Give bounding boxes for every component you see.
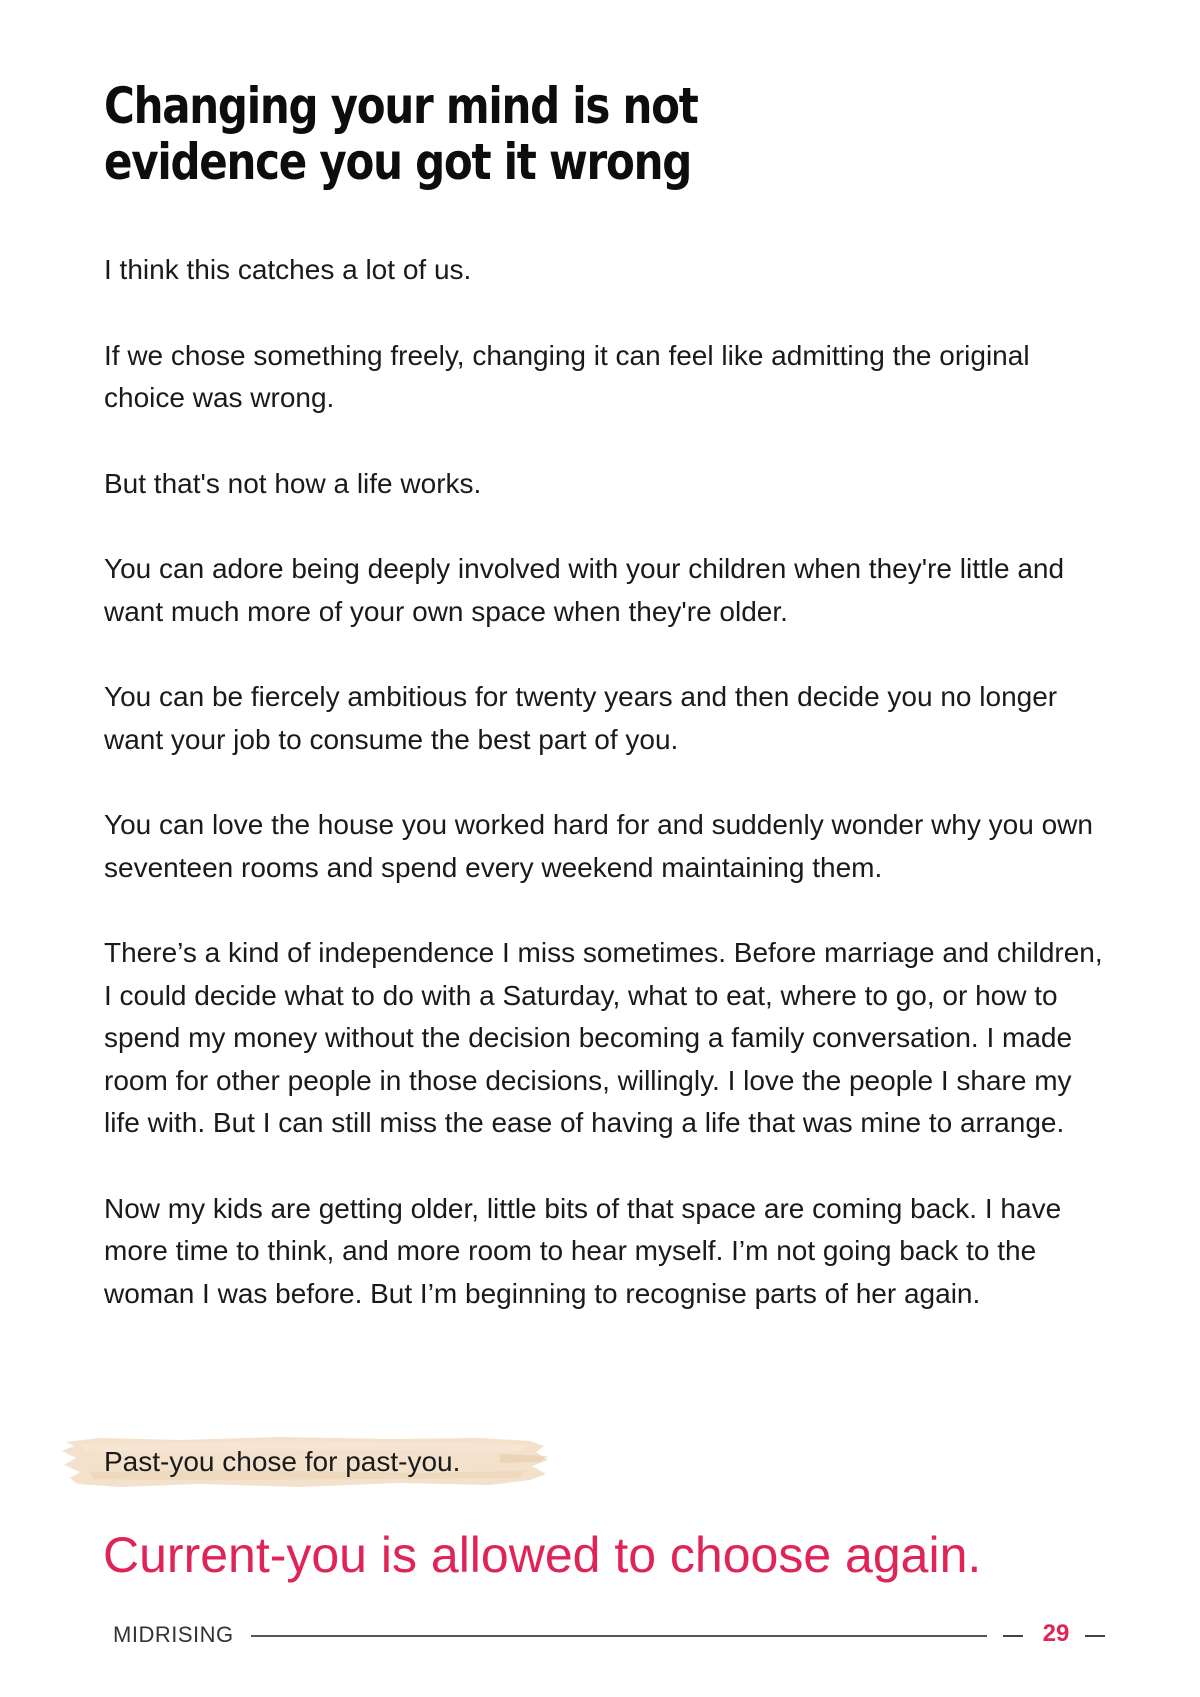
paragraph: But that's not how a life works. — [104, 467, 482, 499]
callout-text: Current-you is allowed to choose again. — [103, 1527, 982, 1583]
page-footer — [113, 1618, 1103, 1652]
body-text — [104, 249, 1114, 1358]
footer-divider — [251, 1635, 987, 1637]
paragraph: You can be fiercely ambitious for twenty years and then decide you no longer want your job to consume the best part of you. — [104, 681, 1058, 755]
paragraph: Now my kids are getting older, little bits of that space are coming back. I have more time to think, and more room to hear myself. I’m not going back to the woman I was before. But I’m beginning to recognise parts of her again. — [104, 1192, 1062, 1309]
paragraph: I think this catches a lot of us. — [104, 254, 472, 285]
highlight-text: Past-you chose for past-you. — [104, 1446, 461, 1477]
footer-dash-left — [1003, 1635, 1023, 1637]
page-number: 29 — [1042, 1620, 1070, 1647]
paragraph: There’s a kind of independence I miss sometimes. Before marriage and children, I could decide what to do with a Saturday, what to eat, where to go, or how to spend my money without the decision becoming a family conversation. I made room for other people in those decisions, willingly. I love the people I share my life with. But I can still miss the ease of having a life that was mine to arrange. — [104, 937, 1103, 1138]
footer-brand: MIDRISING — [113, 1622, 234, 1647]
paragraph: You can adore being deeply involved with your children when they're little and want much more of your own space when they're older. — [104, 553, 1065, 627]
page-title: Changing your mind is not evidence you got it wrong — [104, 77, 698, 191]
paragraph: You can love the house you worked hard for and suddenly wonder why you own seventeen rooms and spend every weekend maintaining them. — [104, 809, 1093, 883]
paragraph: If we chose something freely, changing it can feel like admitting the original choice was wrong. — [104, 339, 1030, 413]
footer-dash-right — [1085, 1635, 1105, 1637]
highlighted-quote — [60, 1432, 550, 1492]
